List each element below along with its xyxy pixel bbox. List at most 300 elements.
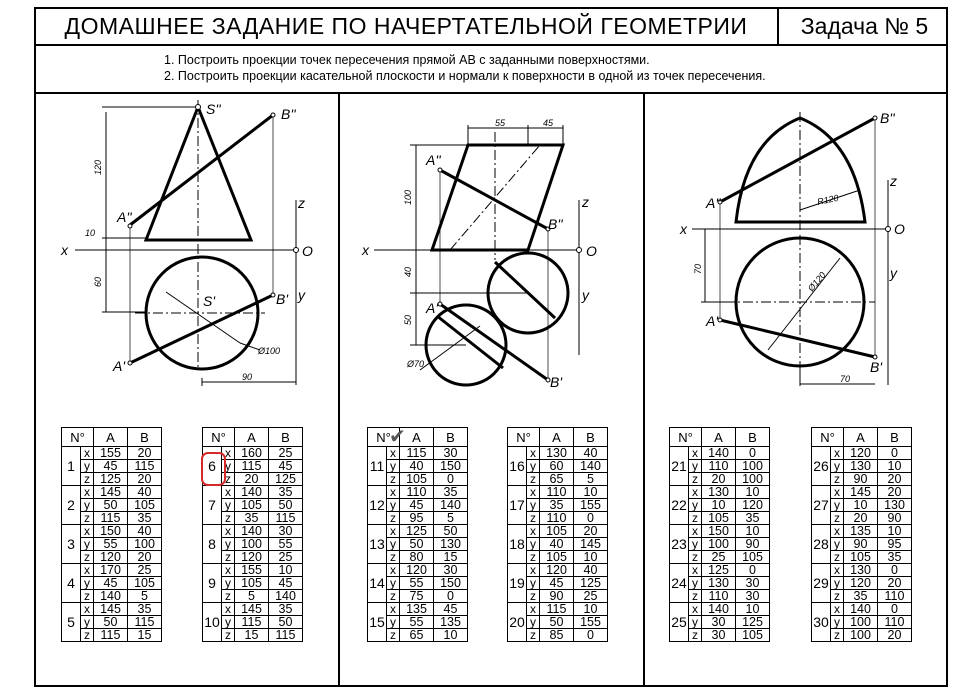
axis-label: y	[222, 616, 235, 629]
table-row	[368, 447, 468, 460]
point-b-value: 40	[574, 564, 608, 577]
variant-table	[507, 427, 608, 642]
axis-label: z	[689, 473, 702, 486]
point-a-value: 60	[540, 460, 574, 473]
point-a-value: 115	[400, 447, 434, 460]
point-a-value: 105	[235, 499, 269, 512]
axis-label: z	[81, 629, 94, 642]
table-header-a: A	[94, 428, 128, 447]
point-a-value: 95	[400, 512, 434, 525]
point-b-value: 0	[878, 564, 912, 577]
point-b-value: 35	[434, 486, 468, 499]
axis-label: z	[222, 512, 235, 525]
axis-label: x	[81, 525, 94, 538]
prism-label-b2: B''	[548, 216, 563, 232]
point-b-value: 30	[736, 590, 770, 603]
point-b-value: 110	[878, 616, 912, 629]
table-row	[203, 525, 303, 538]
table-header-b: B	[574, 428, 608, 447]
axis-label: y	[81, 616, 94, 629]
table-row	[62, 447, 162, 460]
point-a-value: 155	[235, 564, 269, 577]
cone-drawing	[75, 100, 299, 386]
variant-number: 29	[812, 564, 831, 603]
axis-label: x	[831, 525, 844, 538]
variant-table	[811, 427, 912, 642]
point-b-value: 125	[736, 616, 770, 629]
point-a-value: 10	[844, 499, 878, 512]
variant-number: 19	[508, 564, 527, 603]
axis-label: x	[831, 564, 844, 577]
table-row	[812, 603, 912, 616]
axis-label: y	[831, 616, 844, 629]
point-a-value: 155	[94, 447, 128, 460]
axis-label: z	[81, 551, 94, 564]
table-header-no: N°	[203, 428, 235, 447]
prism-dim-phi70: Ø70	[407, 359, 425, 369]
table-row	[508, 486, 608, 499]
point-b-value: 30	[736, 577, 770, 590]
prism-label-a2: A''	[426, 152, 441, 168]
point-a-value: 90	[844, 538, 878, 551]
variant-table	[61, 427, 162, 642]
axis-label: y	[387, 460, 400, 473]
point-b-value: 120	[736, 499, 770, 512]
point-b-value: 110	[878, 590, 912, 603]
table-header-a: A	[702, 428, 736, 447]
point-b-value: 20	[128, 551, 162, 564]
point-b-value: 25	[128, 564, 162, 577]
point-b-value: 30	[269, 525, 303, 538]
point-b-value: 155	[574, 616, 608, 629]
axis-label: y	[689, 538, 702, 551]
point-b-value: 135	[434, 616, 468, 629]
axis-label: y	[831, 460, 844, 473]
sheet-title: ДОМАШНЕЕ ЗАДАНИЕ ПО НАЧЕРТАТЕЛЬНОЙ ГЕОМЕТРИИ	[64, 13, 748, 39]
sphere-dim-phi120: Ø120	[805, 269, 828, 294]
table-header-no: N°	[62, 428, 94, 447]
point-b-value: 0	[434, 473, 468, 486]
axis-label: z	[689, 512, 702, 525]
axis-label: y	[222, 499, 235, 512]
axis-label: y	[222, 577, 235, 590]
axis-label: x	[222, 564, 235, 577]
point-a-value: 45	[94, 460, 128, 473]
point-a-value: 110	[702, 590, 736, 603]
point-a-value: 30	[702, 616, 736, 629]
cone-label-y: y	[298, 287, 305, 303]
prism-dim-45: 45	[543, 118, 554, 128]
variant-number: 21	[670, 447, 689, 486]
variant-number: 13	[368, 525, 387, 564]
axis-label: x	[387, 447, 400, 460]
point-b-value: 130	[878, 499, 912, 512]
axis-label: z	[831, 512, 844, 525]
point-a-value: 130	[702, 577, 736, 590]
point-b-value: 50	[269, 499, 303, 512]
axis-label: y	[831, 499, 844, 512]
point-b-value: 10	[736, 603, 770, 616]
axis-label: z	[387, 512, 400, 525]
axis-label: y	[689, 499, 702, 512]
cone-label-s1: S'	[203, 293, 216, 309]
point-b-value: 15	[434, 551, 468, 564]
variant-number: 10	[203, 603, 222, 642]
axis-label: z	[387, 590, 400, 603]
axis-label: y	[831, 577, 844, 590]
point-a-value: 90	[540, 590, 574, 603]
table-header-b: B	[269, 428, 303, 447]
point-b-value: 20	[128, 447, 162, 460]
point-b-value: 35	[128, 603, 162, 616]
axis-label: x	[831, 447, 844, 460]
axis-label: x	[222, 603, 235, 616]
table-header-b: B	[878, 428, 912, 447]
point-b-value: 0	[878, 447, 912, 460]
variant-number: 3	[62, 525, 81, 564]
axis-label: y	[387, 616, 400, 629]
point-b-value: 100	[736, 473, 770, 486]
point-b-value: 115	[128, 616, 162, 629]
axis-label: z	[387, 629, 400, 642]
table-row	[368, 603, 468, 616]
prism-label-a1: A'	[426, 300, 439, 316]
point-a-value: 115	[94, 629, 128, 642]
point-b-value: 40	[574, 447, 608, 460]
prism-dim-100: 100	[403, 189, 413, 205]
prism-label-o: O	[586, 243, 597, 259]
axis-label: z	[527, 512, 540, 525]
point-a-value: 120	[844, 577, 878, 590]
axis-label: z	[689, 629, 702, 642]
cone-label-z: z	[298, 195, 305, 211]
sphere-drawing	[692, 112, 891, 386]
axis-label: z	[689, 590, 702, 603]
point-a-value: 50	[94, 499, 128, 512]
axis-label: y	[689, 577, 702, 590]
point-b-value: 35	[269, 603, 303, 616]
variant-number: 30	[812, 603, 831, 642]
cone-label-o: O	[302, 243, 313, 259]
point-a-value: 120	[844, 447, 878, 460]
highlight-mark	[201, 452, 226, 486]
axis-label: y	[222, 460, 235, 473]
axis-label: z	[527, 473, 540, 486]
axis-label: x	[81, 486, 94, 499]
cone-label-x: x	[61, 242, 68, 258]
point-a-value: 135	[400, 603, 434, 616]
cone-dim-phi100: Ø100	[258, 346, 281, 356]
table-header-b: B	[736, 428, 770, 447]
point-a-value: 105	[702, 512, 736, 525]
sphere-dim-r120: R120	[816, 192, 840, 207]
sphere-label-z: z	[890, 173, 897, 189]
axis-label: z	[387, 473, 400, 486]
point-a-value: 110	[540, 512, 574, 525]
point-b-value: 140	[269, 590, 303, 603]
point-a-value: 15	[235, 629, 269, 642]
point-b-value: 10	[736, 525, 770, 538]
variant-number: 8	[203, 525, 222, 564]
variant-number: 18	[508, 525, 527, 564]
point-a-value: 145	[844, 486, 878, 499]
axis-label: x	[527, 564, 540, 577]
axis-label: y	[81, 460, 94, 473]
point-b-value: 40	[128, 486, 162, 499]
axis-label: y	[527, 616, 540, 629]
point-a-value: 115	[235, 460, 269, 473]
cone-dim-10: 10	[85, 228, 96, 238]
sphere-dim-70b: 70	[840, 374, 851, 384]
axis-label: z	[527, 551, 540, 564]
point-a-value: 20	[235, 473, 269, 486]
prism-label-b1: B'	[550, 374, 563, 390]
point-a-value: 130	[844, 460, 878, 473]
point-a-value: 145	[94, 486, 128, 499]
prism-dim-40: 40	[403, 266, 413, 277]
axis-label: x	[689, 447, 702, 460]
table-row	[62, 603, 162, 616]
table-row	[670, 486, 770, 499]
point-a-value: 115	[94, 512, 128, 525]
point-b-value: 35	[878, 551, 912, 564]
axis-label: x	[222, 525, 235, 538]
point-a-value: 105	[540, 525, 574, 538]
table-row	[203, 564, 303, 577]
instruction-2: 2. Построить проекции касательной плоскости и нормали к поверхности в одной из точек пересечения.	[164, 69, 766, 83]
point-a-value: 40	[540, 538, 574, 551]
sphere-label-b1: B'	[870, 359, 883, 375]
point-b-value: 115	[269, 512, 303, 525]
axis-label: z	[81, 590, 94, 603]
point-b-value: 20	[878, 629, 912, 642]
point-a-value: 55	[94, 538, 128, 551]
axis-label: z	[831, 473, 844, 486]
point-b-value: 30	[434, 564, 468, 577]
point-b-value: 50	[434, 525, 468, 538]
point-b-value: 25	[269, 447, 303, 460]
axis-label: x	[527, 447, 540, 460]
prism-label-z: z	[582, 194, 589, 210]
axis-label: y	[527, 577, 540, 590]
point-a-value: 130	[844, 564, 878, 577]
point-a-value: 150	[94, 525, 128, 538]
sphere-label-x: x	[680, 221, 687, 237]
prism-label-y: y	[582, 287, 589, 303]
axis-label: z	[527, 590, 540, 603]
axis-label: y	[81, 577, 94, 590]
axis-label: x	[387, 486, 400, 499]
variant-number: 22	[670, 486, 689, 525]
table-row	[508, 564, 608, 577]
table-row	[368, 486, 468, 499]
point-b-value: 25	[574, 590, 608, 603]
point-a-value: 65	[400, 629, 434, 642]
point-a-value: 115	[540, 603, 574, 616]
axis-label: z	[387, 551, 400, 564]
cone-label-a1: A'	[113, 358, 126, 374]
point-a-value: 140	[702, 603, 736, 616]
point-a-value: 55	[400, 577, 434, 590]
point-b-value: 0	[574, 512, 608, 525]
axis-label: x	[387, 603, 400, 616]
table-header-a: A	[235, 428, 269, 447]
axis-label: z	[831, 629, 844, 642]
point-a-value: 35	[844, 590, 878, 603]
table-row	[508, 447, 608, 460]
table-row	[670, 564, 770, 577]
axis-label: x	[689, 486, 702, 499]
point-a-value: 45	[540, 577, 574, 590]
variant-number: 17	[508, 486, 527, 525]
point-a-value: 140	[844, 603, 878, 616]
axis-label: x	[689, 525, 702, 538]
point-a-value: 20	[844, 512, 878, 525]
table-row	[812, 447, 912, 460]
point-b-value: 5	[128, 590, 162, 603]
check-mark-icon: ✔	[389, 426, 406, 448]
point-a-value: 35	[540, 499, 574, 512]
variant-number: 1	[62, 447, 81, 486]
instruction-1: 1. Построить проекции точек пересечения прямой АВ с заданными поверхностями.	[164, 53, 650, 67]
point-b-value: 0	[736, 447, 770, 460]
axis-label: x	[689, 603, 702, 616]
axis-label: x	[222, 486, 235, 499]
prism-label-x: x	[362, 242, 369, 258]
point-b-value: 40	[128, 525, 162, 538]
variant-number: 6	[203, 447, 222, 486]
axis-label: z	[81, 473, 94, 486]
point-a-value: 50	[94, 616, 128, 629]
point-a-value: 10	[702, 499, 736, 512]
point-b-value: 100	[736, 460, 770, 473]
point-b-value: 115	[128, 460, 162, 473]
axis-label: y	[222, 538, 235, 551]
point-a-value: 150	[702, 525, 736, 538]
axis-label: z	[831, 551, 844, 564]
point-b-value: 105	[736, 551, 770, 564]
point-b-value: 140	[574, 460, 608, 473]
point-b-value: 130	[434, 538, 468, 551]
point-a-value: 130	[540, 447, 574, 460]
point-a-value: 75	[400, 590, 434, 603]
point-b-value: 20	[878, 486, 912, 499]
axis-label: z	[831, 590, 844, 603]
table-row	[670, 447, 770, 460]
point-a-value: 110	[540, 486, 574, 499]
variant-number: 16	[508, 447, 527, 486]
table-header-no: N°	[508, 428, 540, 447]
axis-label: x	[387, 525, 400, 538]
point-b-value: 15	[128, 629, 162, 642]
variant-number: 9	[203, 564, 222, 603]
point-a-value: 105	[844, 551, 878, 564]
point-b-value: 0	[736, 564, 770, 577]
point-a-value: 145	[235, 603, 269, 616]
axis-label: x	[222, 447, 235, 460]
table-header-b: B	[128, 428, 162, 447]
axis-label: z	[527, 629, 540, 642]
axis-label: y	[387, 499, 400, 512]
axis-label: y	[81, 538, 94, 551]
point-a-value: 160	[235, 447, 269, 460]
point-a-value: 135	[844, 525, 878, 538]
point-b-value: 50	[269, 616, 303, 629]
point-b-value: 35	[269, 486, 303, 499]
point-a-value: 110	[702, 460, 736, 473]
cone-label-b1: B'	[276, 291, 289, 307]
point-a-value: 100	[702, 538, 736, 551]
point-b-value: 115	[269, 629, 303, 642]
axis-label: x	[689, 564, 702, 577]
point-b-value: 140	[434, 499, 468, 512]
axis-label: z	[222, 629, 235, 642]
point-a-value: 140	[235, 486, 269, 499]
axis-label: y	[689, 616, 702, 629]
axis-label: x	[527, 603, 540, 616]
point-a-value: 45	[94, 577, 128, 590]
table-header-a: A	[540, 428, 574, 447]
point-b-value: 150	[434, 577, 468, 590]
point-a-value: 115	[235, 616, 269, 629]
table-row	[812, 486, 912, 499]
point-b-value: 10	[736, 486, 770, 499]
point-a-value: 80	[400, 551, 434, 564]
point-b-value: 35	[736, 512, 770, 525]
point-a-value: 55	[400, 616, 434, 629]
variant-number: 2	[62, 486, 81, 525]
point-b-value: 10	[574, 551, 608, 564]
axis-label: y	[387, 538, 400, 551]
variant-number: 15	[368, 603, 387, 642]
point-b-value: 125	[574, 577, 608, 590]
cone-dim-60: 60	[93, 276, 103, 287]
point-b-value: 20	[128, 473, 162, 486]
point-b-value: 0	[878, 603, 912, 616]
point-b-value: 30	[434, 447, 468, 460]
point-b-value: 125	[269, 473, 303, 486]
point-b-value: 45	[269, 577, 303, 590]
prism-dim-55: 55	[495, 118, 506, 128]
sphere-label-o: O	[894, 221, 905, 237]
point-b-value: 45	[269, 460, 303, 473]
axis-label: y	[527, 460, 540, 473]
point-b-value: 105	[128, 577, 162, 590]
point-b-value: 0	[434, 590, 468, 603]
table-row	[670, 603, 770, 616]
task-number: Задача № 5	[800, 13, 929, 39]
axis-label: z	[222, 590, 235, 603]
table-row	[62, 525, 162, 538]
table-row	[812, 525, 912, 538]
axis-label: y	[527, 538, 540, 551]
point-a-value: 100	[235, 538, 269, 551]
point-a-value: 100	[844, 616, 878, 629]
point-a-value: 25	[702, 551, 736, 564]
sphere-label-y: y	[890, 265, 897, 281]
axis-label: x	[81, 447, 94, 460]
variant-number: 24	[670, 564, 689, 603]
point-a-value: 65	[540, 473, 574, 486]
point-a-value: 100	[844, 629, 878, 642]
table-header-no: N°	[368, 428, 400, 447]
axis-label: y	[527, 499, 540, 512]
point-a-value: 125	[702, 564, 736, 577]
cone-label-a2: A''	[117, 209, 132, 225]
point-b-value: 10	[434, 629, 468, 642]
axis-label: x	[831, 603, 844, 616]
point-a-value: 145	[94, 603, 128, 616]
